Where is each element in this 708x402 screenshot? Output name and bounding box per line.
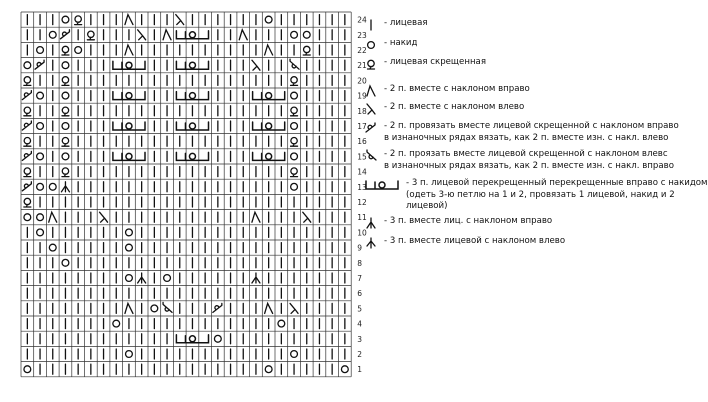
stitch-cell: [265, 45, 273, 55]
stitch-cell: [252, 273, 260, 283]
three-stitch-cross-symbol: [176, 152, 208, 160]
k2tog-left-icon: [362, 102, 380, 116]
stitch-cell: [126, 229, 133, 236]
stitch-cell: [37, 183, 44, 190]
legend-text: - лицевая: [384, 18, 428, 28]
row-number: 14: [357, 167, 367, 177]
row-number: 24: [357, 15, 367, 25]
legend-text: - 2 п. вместе с наклоном влево: [384, 102, 525, 112]
stitch-cell: [291, 31, 298, 38]
stitch-cell: [291, 168, 298, 177]
row-number: 13: [357, 182, 367, 192]
stitch-cell: [176, 15, 184, 25]
three-stitch-cross-symbol: [253, 92, 285, 100]
chart-legend: [362, 0, 708, 402]
stitch-cell: [291, 92, 298, 99]
row-number: 11: [357, 213, 367, 223]
stitch-cell: [62, 123, 69, 130]
row-number: 1: [357, 365, 362, 375]
stitch-cell: [62, 107, 69, 116]
stitch-cell: [49, 31, 56, 38]
legend-text: - 2 п. провязать вместе лицевой скрещенной с наклоном вправо в изнаночных рядах вязать, как 2 п. вместе изн. с накл. влево: [384, 121, 679, 143]
stitch-cell: [37, 123, 44, 130]
twisted-k2tog-left-icon: [362, 149, 380, 163]
stitch-cell: [303, 212, 311, 222]
stitch-cell: [62, 153, 69, 160]
legend-text: - лицевая скрещенная: [384, 57, 486, 67]
three-stitch-cross-symbol: [113, 61, 145, 69]
row-number: 23: [357, 30, 367, 40]
row-number: 17: [357, 122, 367, 131]
three-stitch-cross-symbol: [176, 122, 208, 130]
stitch-cell: [62, 77, 69, 86]
row-number: 6: [357, 289, 362, 299]
stitch-cell: [265, 366, 272, 373]
stitch-cell: [22, 151, 31, 160]
stitch-cell: [290, 303, 298, 313]
legend-text: - накид: [384, 38, 418, 48]
three-stitch-cross-symbol: [176, 335, 208, 343]
row-number: 4: [357, 319, 362, 329]
stitch-cell: [24, 366, 31, 373]
stitch-cell: [303, 46, 310, 55]
stitch-cell: [125, 15, 133, 25]
k3tog-right-icon: [362, 216, 380, 230]
stitch-cell: [35, 60, 44, 69]
stitch-cell: [100, 212, 108, 222]
stitch-cell: [75, 16, 82, 25]
stitch-cell: [22, 121, 31, 130]
stitch-cell: [24, 168, 31, 177]
stitch-cell: [126, 351, 133, 358]
three-stitch-cross-symbol: [253, 122, 285, 130]
stitch-cell: [214, 335, 221, 342]
stitch-cell: [37, 229, 44, 236]
row-number: 8: [357, 258, 362, 268]
stitch-cell: [37, 92, 44, 99]
stitch-cell: [126, 244, 133, 251]
stitch-cell: [265, 303, 273, 313]
stitch-cell: [291, 138, 298, 147]
twisted-k2tog-right-icon: [362, 121, 380, 135]
row-number: 3: [357, 334, 362, 344]
row-number: 22: [357, 46, 367, 55]
stitch-cell: [239, 30, 247, 40]
stitch-cell: [62, 138, 69, 147]
legend-text: - 3 п. вместе лицевой с наклоном влево: [384, 236, 566, 246]
stitch-cell: [303, 31, 310, 38]
three-stitch-cross-symbol: [113, 92, 145, 100]
row-number: 21: [357, 61, 367, 71]
stitch-cell: [138, 30, 146, 40]
yarn-over-icon: [362, 38, 380, 52]
stitch-cell: [87, 31, 94, 40]
stitch-cell: [62, 168, 69, 177]
stitch-cell: [252, 60, 260, 70]
stitch-cell: [113, 320, 120, 327]
row-number: 18: [357, 106, 367, 116]
k3tog-left-icon: [362, 236, 380, 250]
row-number: 10: [357, 228, 367, 238]
purl-stitch-icon: [362, 18, 380, 32]
stitch-cell: [24, 77, 31, 86]
stitch-cell: [125, 45, 133, 55]
stitch-cell: [62, 259, 69, 266]
row-number: 20: [357, 76, 367, 86]
stitch-cell: [62, 46, 69, 55]
k2tog-right-icon: [362, 84, 380, 98]
stitch-cell: [37, 153, 44, 160]
row-number: 15: [357, 152, 367, 162]
three-stitch-cross-symbol: [176, 92, 208, 100]
stitch-cell: [62, 62, 69, 69]
stitch-cell: [151, 305, 158, 312]
stitch-cell: [49, 244, 56, 251]
stitch-cell: [291, 123, 298, 130]
stitch-cell: [62, 92, 69, 99]
stitch-cell: [24, 62, 31, 69]
stitch-cell: [24, 214, 31, 221]
stitch-cell: [290, 59, 299, 69]
stitch-cell: [213, 303, 222, 312]
legend-text: - 3 п. вместе лиц. с наклоном вправо: [384, 216, 553, 226]
stitch-cell: [37, 47, 44, 54]
stitch-cell: [125, 303, 133, 313]
stitch-cell: [278, 320, 285, 327]
row-number: 9: [357, 243, 362, 253]
legend-text: - 3 п. лицевой перекрещенный перекрещенные вправо с накидом (одеть 3-ю петлю на 1 и 2, провязать 1 лицевой, накид и 2 лицевой): [406, 178, 708, 211]
three-stitch-cross-icon: [362, 178, 402, 192]
stitch-cell: [22, 182, 31, 191]
stitch-cell: [24, 198, 31, 207]
twisted-knit-icon: [362, 57, 380, 71]
stitch-cell: [291, 153, 298, 160]
stitch-cell: [291, 107, 298, 116]
stitch-cell: [60, 30, 69, 39]
stitch-cell: [265, 16, 272, 23]
stitch-cell: [291, 77, 298, 86]
stitch-cell: [164, 275, 171, 282]
three-stitch-cross-symbol: [253, 152, 285, 160]
three-stitch-cross-symbol: [113, 122, 145, 130]
row-number: 7: [357, 274, 362, 283]
row-number: 2: [357, 350, 362, 359]
row-number: 12: [357, 198, 367, 207]
stitch-cell: [341, 366, 348, 373]
stitch-cell: [22, 91, 31, 100]
row-number: 19: [357, 91, 367, 101]
stitch-cell: [62, 16, 69, 23]
legend-text: - 2 п. проязать вместе лицевой скрещенной с наклоном влевс в изнаночных рядах вязать, как 2 п. вместе изн. с накл. вправо: [384, 149, 674, 171]
stitch-cell: [75, 47, 82, 54]
row-number: 5: [357, 304, 362, 314]
stitch-cell: [163, 30, 171, 40]
stitch-cell: [163, 302, 172, 312]
stitch-cell: [24, 107, 31, 116]
three-stitch-cross-symbol: [113, 152, 145, 160]
three-stitch-cross-symbol: [176, 31, 208, 39]
stitch-cell: [126, 275, 133, 282]
legend-text: - 2 п. вместе с наклоном вправо: [384, 84, 530, 94]
stitch-cell: [37, 214, 44, 221]
stitch-cell: [252, 212, 260, 222]
stitch-cell: [49, 212, 57, 222]
stitch-cell: [24, 138, 31, 147]
stitch-cell: [138, 273, 146, 283]
stitch-cell: [291, 183, 298, 190]
stitch-cell: [61, 182, 69, 192]
stitch-cell: [49, 183, 56, 190]
three-stitch-cross-symbol: [176, 61, 208, 69]
row-number: 16: [357, 137, 367, 147]
stitch-cell: [291, 351, 298, 358]
